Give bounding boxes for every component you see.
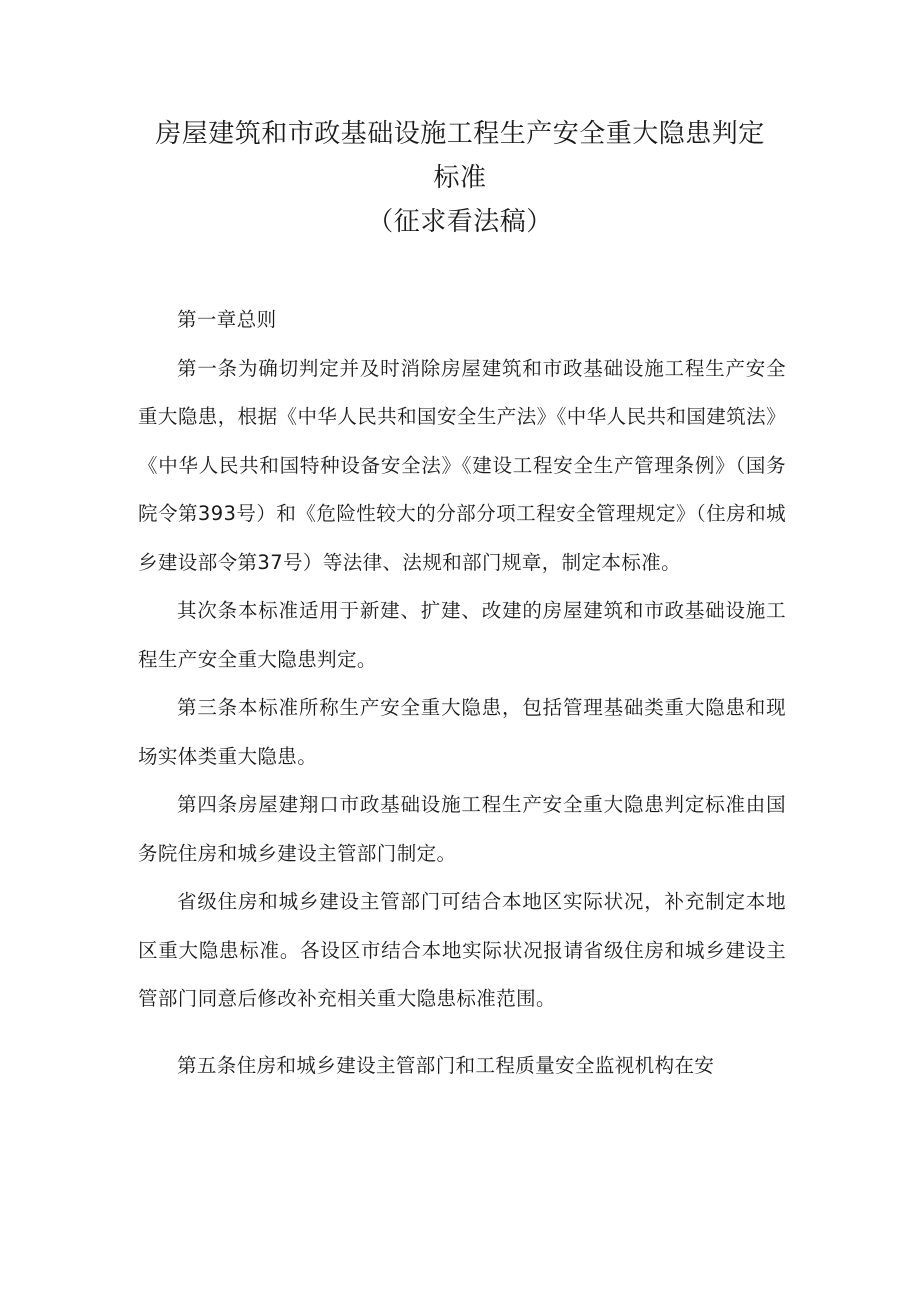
document-body — [138, 296, 786, 1090]
title-line-2: 标准 — [433, 163, 487, 193]
article-4: 第四条房屋建翔口市政基础设施工程生产安全重大隐患判定标准由国务院住房和城乡建设主管部门制定。 — [138, 793, 786, 865]
document-title — [120, 112, 800, 244]
article-4-supplement: 省级住房和城乡建设主管部门可结合本地区实际状况，补充制定本地区重大隐患标准。各设区市结合本地实际状况报请省级住房和城乡建设主管部门同意后修改补充相关重大隐患标准范围。 — [138, 890, 786, 1010]
title-line-1: 房屋建筑和市政基础设施工程生产安全重大隐患判定 — [155, 119, 765, 149]
chapter-heading: 第一章总则 — [177, 308, 277, 331]
article-1: 第一条为确切判定并及时消除房屋建筑和市政基础设施工程生产安全重大隐患，根据《中华人民共和国安全生产法》《中华人民共和国建筑法》《中华人民共和国特种设备安全法》《建设工程安全生产管理条例》（国务院令第393号）和《危险性较大的分部分项工程安全管理规定》（住房和城乡建设部令第37号）等法律、法规和部门规章，制定本标准。 — [138, 356, 786, 574]
article-2: 其次条本标准适用于新建、扩建、改建的房屋建筑和市政基础设施工程生产安全重大隐患判定。 — [138, 599, 786, 671]
article-5: 第五条住房和城乡建设主管部门和工程质量安全监视机构在安 — [177, 1053, 715, 1077]
article-3: 第三条本标准所称生产安全重大隐患，包括管理基础类重大隐患和现场实体类重大隐患。 — [138, 696, 786, 768]
title-subtitle: （征求看法稿） — [367, 207, 553, 237]
